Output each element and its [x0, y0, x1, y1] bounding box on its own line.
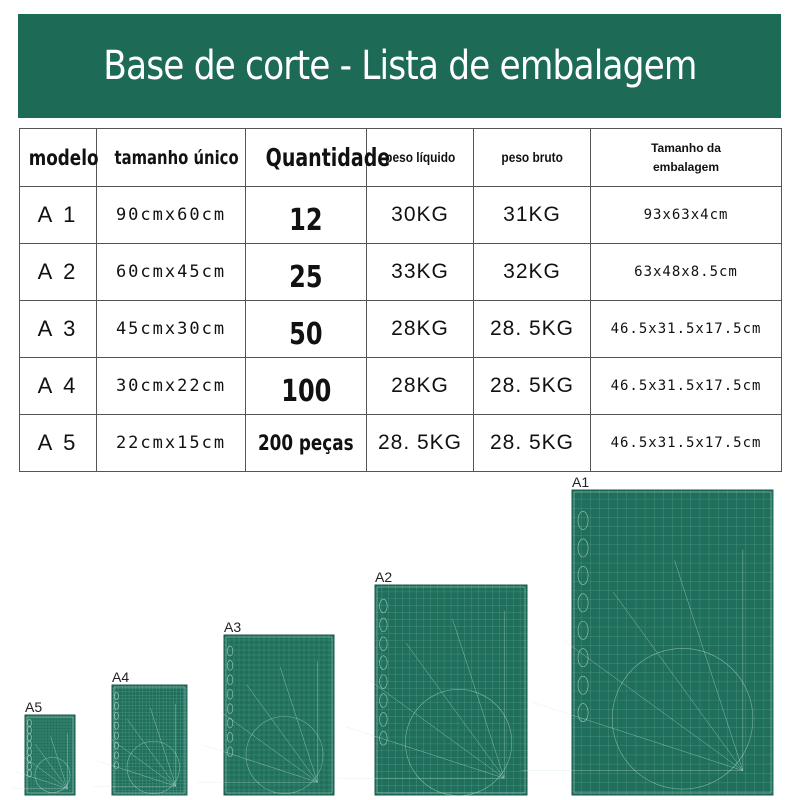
header-net-weight: peso líquido [367, 129, 474, 187]
cell-size: 60cmx45cm [97, 244, 246, 301]
cell-model: A 4 [20, 358, 97, 415]
header-gross-weight: peso bruto [474, 129, 591, 187]
cell-model: A 5 [20, 415, 97, 472]
mat-label-a2: A2 [375, 569, 393, 585]
table-row [20, 244, 782, 301]
cell-quantity: 50 [246, 301, 367, 358]
cell-size: 30cmx22cm [97, 358, 246, 415]
cell-package-size: 63x48x8.5cm [591, 244, 782, 301]
table-row [20, 358, 782, 415]
cell-quantity: 100 [246, 358, 367, 415]
cell-package-size: 93x63x4cm [591, 187, 782, 244]
packing-list-table [19, 128, 782, 472]
cell-model: A 3 [20, 301, 97, 358]
cell-gross-weight: 28. 5KG [474, 358, 591, 415]
header-quantity: Quantidade [246, 129, 367, 187]
cutting-mat-a5 [13, 715, 76, 795]
mat-label-a4: A4 [112, 669, 130, 685]
title-banner [18, 14, 781, 118]
cell-quantity: 12 [246, 187, 367, 244]
cell-net-weight: 28KG [367, 358, 474, 415]
mat-label-a5: A5 [25, 699, 43, 715]
header-package-size: Tamanho da embalagem [591, 129, 782, 187]
table-header-row [20, 129, 782, 187]
cutting-mat-a2 [337, 585, 527, 796]
mat-label-a1: A1 [572, 474, 590, 490]
cell-gross-weight: 32KG [474, 244, 591, 301]
mat-label-a3: A3 [224, 619, 242, 635]
cutting-mats-illustration [0, 470, 800, 800]
cell-net-weight: 28. 5KG [367, 415, 474, 472]
cell-size: 90cmx60cm [97, 187, 246, 244]
cell-net-weight: 33KG [367, 244, 474, 301]
table-row [20, 187, 782, 244]
cell-package-size: 46.5x31.5x17.5cm [591, 415, 782, 472]
cell-quantity: 200 peças [246, 415, 367, 472]
cell-package-size: 46.5x31.5x17.5cm [591, 358, 782, 415]
cutting-mat-a3 [197, 635, 335, 795]
cell-gross-weight: 31KG [474, 187, 591, 244]
cell-gross-weight: 28. 5KG [474, 301, 591, 358]
cell-net-weight: 30KG [367, 187, 474, 244]
page-title: Base de corte - Lista de embalagem [102, 43, 697, 89]
header-size: tamanho único [97, 129, 246, 187]
cell-size: 45cmx30cm [97, 301, 246, 358]
cell-package-size: 46.5x31.5x17.5cm [591, 301, 782, 358]
cell-size: 22cmx15cm [97, 415, 246, 472]
cell-model: A 2 [20, 244, 97, 301]
cutting-mat-a4 [93, 685, 187, 795]
cell-model: A 1 [20, 187, 97, 244]
cell-net-weight: 28KG [367, 301, 474, 358]
table-row [20, 415, 782, 472]
cell-quantity: 25 [246, 244, 367, 301]
cutting-mat-a1 [522, 490, 773, 795]
table-row [20, 301, 782, 358]
header-model: modelo [20, 129, 97, 187]
cell-gross-weight: 28. 5KG [474, 415, 591, 472]
